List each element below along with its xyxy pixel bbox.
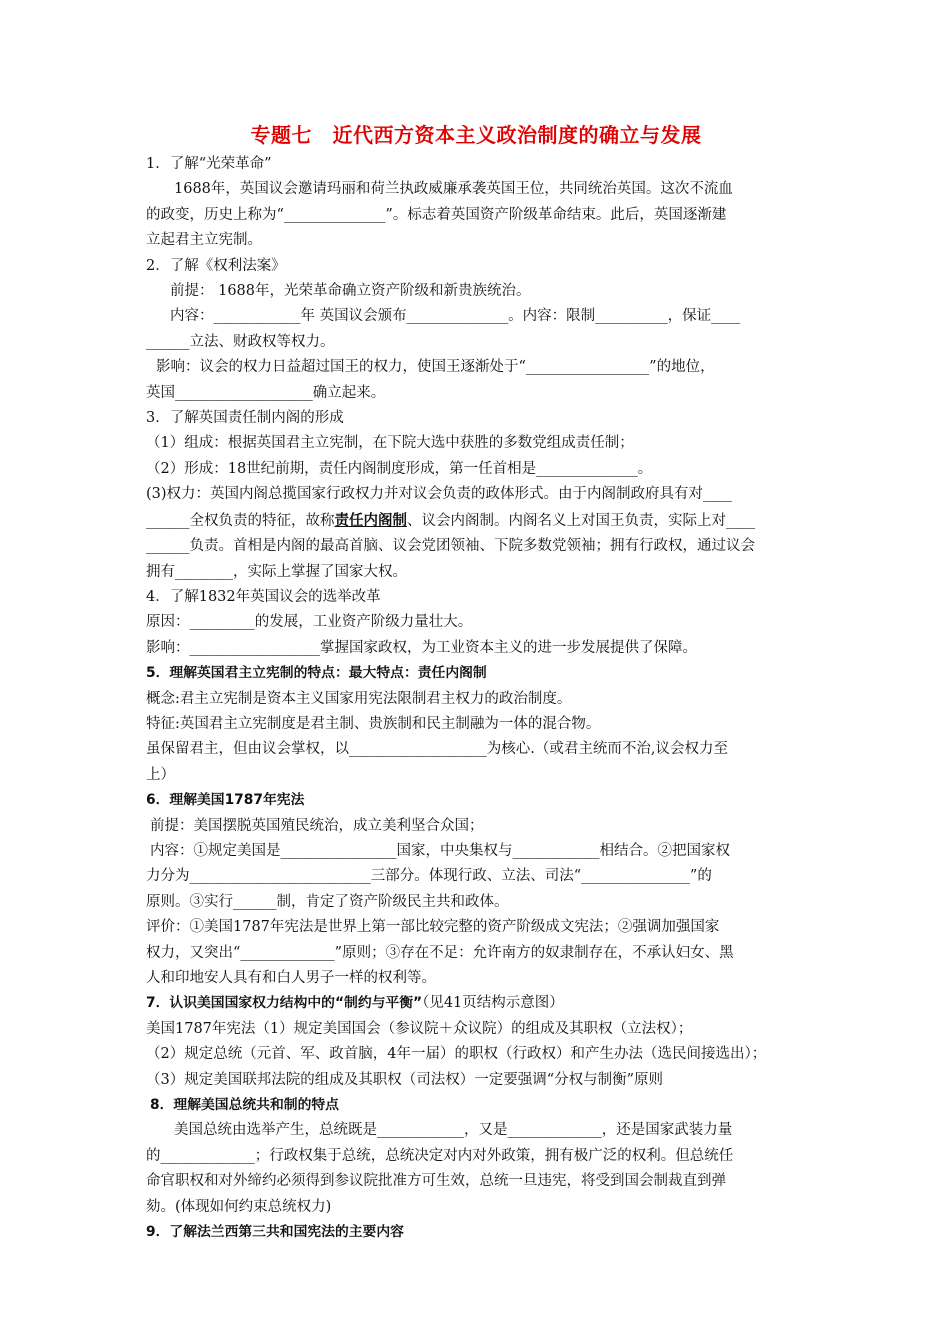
section-3-heading: 3．了解英国责任制内阁的形成: [146, 410, 344, 427]
section-1-paragraph-line: 1688年，英国议会邀请玛丽和荷兰执政威廉承袭英国王位，共同统治英国。这次不流血: [174, 181, 733, 198]
text-span: 、议会内阁制。内阁名义上对国王负责，实际上对____: [407, 512, 755, 529]
section-4-heading: 4．了解1832年英国议会的选举改革: [146, 588, 381, 605]
text-span: ______全权负责的特征，故称: [146, 512, 335, 529]
section-4-paragraph-line: 影响：__________________掌握国家政权，为工业资本主义的进一步发展提供了保障。: [146, 639, 697, 656]
section-2-heading: 2．了解《权利法案》: [146, 257, 286, 274]
section-7-heading-note: （见41页结构示意图）: [422, 995, 564, 1012]
section-2-paragraph-line: 前提： 1688年，光荣革命确立资产阶级和新贵族统治。: [170, 283, 531, 300]
section-3-paragraph-line: 拥有________，实际上掌握了国家大权。: [146, 563, 407, 580]
section-8-paragraph-line: 命官职权和对外缔约必须得到参议院批准方可生效，总统一旦违宪，将受到国会制裁直到弹: [146, 1173, 726, 1190]
section-5-paragraph-line: 概念:君主立宪制是资本主义国家用宪法限制君主权力的政治制度。: [146, 690, 572, 707]
section-3-paragraph-line: ______负责。首相是内阁的最高首脑、议会党团领袖、下院多数党领袖；拥有行政权，通过议会: [146, 538, 755, 555]
section-6-paragraph-line: 前提：美国摆脱英国殖民统治，成立美利坚合众国；: [150, 817, 484, 834]
section-6-paragraph-line: 权力，又突出“_____________”原则；③存在不足：允许南方的奴隶制存在，不承认妇女、黑: [146, 944, 734, 961]
section-7-paragraph-line: 美国1787年宪法（1）规定美国国会（参议院＋众议院）的组成及其职权（立法权）；: [146, 1020, 693, 1037]
section-7-paragraph-line: （2）规定总统（元首、军、政首脑，4年一届）的职权（行政权）和产生办法（选民间接选出）；: [146, 1046, 767, 1063]
section-6-paragraph-line: 内容：①规定美国是________________国家，中央集权与____________相结合。②把国家权: [150, 842, 730, 859]
section-6-paragraph-line: 评价：①美国1787年宪法是世界上第一部比较完整的资产阶级成文宪法；②强调加强国家: [146, 919, 720, 936]
section-6-paragraph-line: 人和印地安人具有和白人男子一样的权利等。: [146, 970, 436, 986]
section-1-heading: 1．了解“光荣革命”: [146, 156, 272, 172]
section-8-heading: 8．理解美国总统共和制的特点: [150, 1097, 339, 1114]
section-2-paragraph-line: ______立法、财政权等权力。: [146, 333, 335, 350]
section-5-paragraph-line: 上）: [146, 766, 175, 783]
section-2-paragraph-line: 影响：议会的权力日益超过国王的权力，使国王逐渐处于“_________________”的地位，: [156, 359, 715, 376]
section-7-paragraph-line: （3）规定美国联邦法院的组成及其职权（司法权）一定要强调“分权与制衡”原则: [146, 1071, 664, 1088]
document-page: [146, 118, 806, 1245]
section-1-paragraph-line: 立起君主立宪制。: [146, 232, 262, 249]
section-3-paragraph-line: (3)权力：英国内阁总揽国家行政权力并对议会负责的政体形式。由于内阁制政府具有对____: [146, 486, 733, 503]
section-7-heading-bold: 7．认识美国国家权力结构中的“制约与平衡”: [146, 995, 423, 1012]
section-6-paragraph-line: 原则。③实行______制，肯定了资产阶级民主共和政体。: [146, 893, 509, 910]
section-5-heading: 5．理解英国君主立宪制的特点：最大特点：责任内阁制: [146, 665, 487, 682]
section-5-paragraph-line: 虽保留君主，但由议会掌权，以___________________为核心.（或君主统而不治,议会权力至: [146, 741, 728, 758]
section-5-paragraph-line: 特征:英国君主立宪制度是君主制、贵族制和民主制融为一体的混合物。: [146, 715, 601, 732]
section-8-paragraph-line: 劾。(体现如何约束总统权力): [146, 1198, 332, 1215]
section-2-paragraph-line: 英国___________________确立起来。: [146, 384, 386, 401]
section-6-heading: 6．理解美国1787年宪法: [146, 792, 305, 809]
section-4-paragraph-line: 原因：_________的发展，工业资产阶级力量壮大。: [146, 614, 473, 631]
responsible-cabinet-term: 责任内阁制: [334, 511, 407, 529]
section-3-paragraph-line: （1）组成：根据英国君主立宪制，在下院大选中获胜的多数党组成责任制；: [146, 435, 634, 452]
section-3-paragraph-line: [146, 508, 806, 534]
section-1-paragraph-line: 的政变，历史上称为“______________”。标志着英国资产阶级革命结束。此后，英国逐渐建: [146, 206, 727, 223]
section-8-paragraph-line: 的_____________；行政权集于总统，总统决定对内对外政策，拥有极广泛的权利。但总统任: [146, 1147, 734, 1164]
section-9-heading: 9．了解法兰西第三共和国宪法的主要内容: [146, 1224, 404, 1241]
page-title: 专题七 近代西方资本主义政治制度的确立与发展: [250, 123, 702, 147]
section-3-paragraph-line: （2）形成：18世纪前期，责任内阁制度形成，第一任首相是______________。: [146, 460, 653, 477]
section-2-paragraph-line: 内容：____________年 英国议会颁布______________。内容：限制__________，保证____: [170, 308, 741, 325]
section-8-paragraph-line: 美国总统由选举产生，总统既是____________，又是_____________，还是国家武装力量: [174, 1122, 733, 1139]
section-6-paragraph-line: 力分为_________________________三部分。体现行政、立法、司法“_______________”的: [146, 868, 712, 885]
section-7-heading: [146, 991, 806, 1016]
